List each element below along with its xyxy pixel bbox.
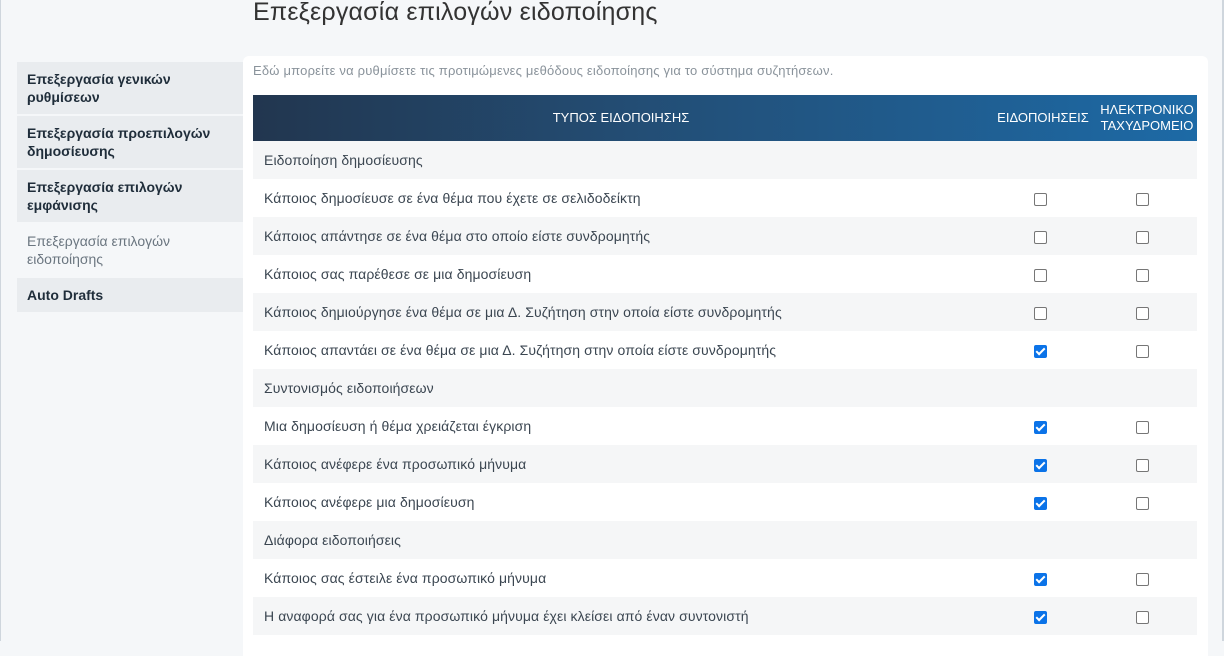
notifications-cell — [989, 255, 1097, 293]
sidebar-item-0[interactable]: Επεξεργασία γενικών ρυθμίσεων — [17, 62, 243, 116]
option-label: Κάποιος σας έστειλε ένα προσωπικό μήνυμα — [253, 559, 989, 597]
option-label: Κάποιος δημιούργησε ένα θέμα σε μια Δ. Συζήτηση στην οποία είστε συνδρομητής — [253, 293, 989, 331]
notification-checkbox[interactable] — [1034, 459, 1047, 472]
notifications-cell — [989, 369, 1097, 407]
table-row — [253, 293, 1197, 331]
email-cell — [1097, 331, 1197, 369]
email-checkbox[interactable] — [1136, 269, 1149, 282]
option-label: Κάποιος ανέφερε μια δημοσίευση — [253, 483, 989, 521]
notification-checkbox[interactable] — [1034, 497, 1047, 510]
table-row — [253, 483, 1197, 521]
sidebar-item-2[interactable]: Επεξεργασία επιλογών εμφάνισης — [17, 170, 243, 224]
option-label: Μια δημοσίευση ή θέμα χρειάζεται έγκριση — [253, 407, 989, 445]
option-label: Κάποιος απάντησε σε ένα θέμα στο οποίο είστε συνδρομητής — [253, 217, 989, 255]
sidebar-item-1[interactable]: Επεξεργασία προεπιλογών δημοσίευσης — [17, 116, 243, 170]
notification-options-table — [253, 95, 1197, 635]
notification-checkbox[interactable] — [1034, 611, 1047, 624]
email-cell — [1097, 483, 1197, 521]
notification-checkbox[interactable] — [1034, 421, 1047, 434]
email-cell — [1097, 217, 1197, 255]
settings-sidebar — [17, 62, 243, 314]
table-body — [253, 141, 1197, 635]
table-row — [253, 407, 1197, 445]
window-border-left — [0, 0, 1, 641]
notifications-cell — [989, 559, 1097, 597]
table-row — [253, 179, 1197, 217]
email-checkbox[interactable] — [1136, 459, 1149, 472]
header-notifications: ΕΙΔΟΠΟΙΗΣΕΙΣ — [997, 110, 1089, 125]
notifications-cell — [989, 521, 1097, 559]
email-cell — [1097, 293, 1197, 331]
sidebar-item-4[interactable]: Auto Drafts — [17, 278, 243, 314]
header-notification-type: ΤΥΠΟΣ ΕΙΔΟΠΟΙΗΣΗΣ — [552, 110, 690, 125]
email-cell — [1097, 369, 1197, 407]
intro-text: Εδώ μπορείτε να ρυθμίσετε τις προτιμώμενες μεθόδους ειδοποίησης για το σύστημα συζητήσεων. — [253, 63, 834, 78]
table-row — [253, 597, 1197, 635]
table-row — [253, 331, 1197, 369]
email-cell — [1097, 255, 1197, 293]
notification-checkbox[interactable] — [1034, 269, 1047, 282]
table-header-row — [253, 95, 1197, 141]
notifications-cell — [989, 331, 1097, 369]
option-label: Η αναφορά σας για ένα προσωπικό μήνυμα έχει κλείσει από έναν συντονιστή — [253, 597, 989, 635]
table-row — [253, 445, 1197, 483]
notifications-cell — [989, 293, 1097, 331]
email-cell — [1097, 445, 1197, 483]
email-cell — [1097, 521, 1197, 559]
option-label: Κάποιος σας παρέθεσε σε μια δημοσίευση — [253, 255, 989, 293]
email-cell — [1097, 597, 1197, 635]
header-email: ΗΛΕΚΤΡΟΝΙΚΟ ΤΑΧΥΔΡΟΜΕΙΟ — [1100, 102, 1194, 133]
notification-checkbox[interactable] — [1034, 573, 1047, 586]
email-checkbox[interactable] — [1136, 307, 1149, 320]
notification-checkbox[interactable] — [1034, 307, 1047, 320]
table-section-row — [253, 521, 1197, 559]
email-cell — [1097, 179, 1197, 217]
option-label: Κάποιος ανέφερε ένα προσωπικό μήνυμα — [253, 445, 989, 483]
email-checkbox[interactable] — [1136, 421, 1149, 434]
notifications-cell — [989, 445, 1097, 483]
email-checkbox[interactable] — [1136, 611, 1149, 624]
option-label: Κάποιος απαντάει σε ένα θέμα σε μια Δ. Συζήτηση στην οποία είστε συνδρομητής — [253, 331, 989, 369]
table-row — [253, 217, 1197, 255]
email-checkbox[interactable] — [1136, 345, 1149, 358]
table-section-row — [253, 141, 1197, 179]
option-label: Κάποιος δημοσίευσε σε ένα θέμα που έχετε σε σελιδοδείκτη — [253, 179, 989, 217]
notifications-cell — [989, 483, 1097, 521]
notifications-cell — [989, 597, 1097, 635]
email-cell — [1097, 559, 1197, 597]
section-heading: Συντονισμός ειδοποιήσεων — [253, 369, 989, 407]
email-checkbox[interactable] — [1136, 497, 1149, 510]
sidebar-item-3[interactable]: Επεξεργασία επιλογών ειδοποίησης — [17, 224, 243, 278]
notifications-cell — [989, 179, 1097, 217]
email-checkbox[interactable] — [1136, 193, 1149, 206]
notification-checkbox[interactable] — [1034, 345, 1047, 358]
notification-checkbox[interactable] — [1034, 231, 1047, 244]
email-checkbox[interactable] — [1136, 231, 1149, 244]
notifications-cell — [989, 141, 1097, 179]
page-title: Επεξεργασία επιλογών ειδοποίησης — [253, 0, 658, 26]
notifications-cell — [989, 407, 1097, 445]
table-section-row — [253, 369, 1197, 407]
notification-checkbox[interactable] — [1034, 193, 1047, 206]
section-heading: Διάφορα ειδοποιήσεις — [253, 521, 989, 559]
section-heading: Ειδοποίηση δημοσίευσης — [253, 141, 989, 179]
email-cell — [1097, 141, 1197, 179]
notification-options-panel — [243, 56, 1208, 656]
table-row — [253, 255, 1197, 293]
table-row — [253, 559, 1197, 597]
email-checkbox[interactable] — [1136, 573, 1149, 586]
email-cell — [1097, 407, 1197, 445]
notifications-cell — [989, 217, 1097, 255]
